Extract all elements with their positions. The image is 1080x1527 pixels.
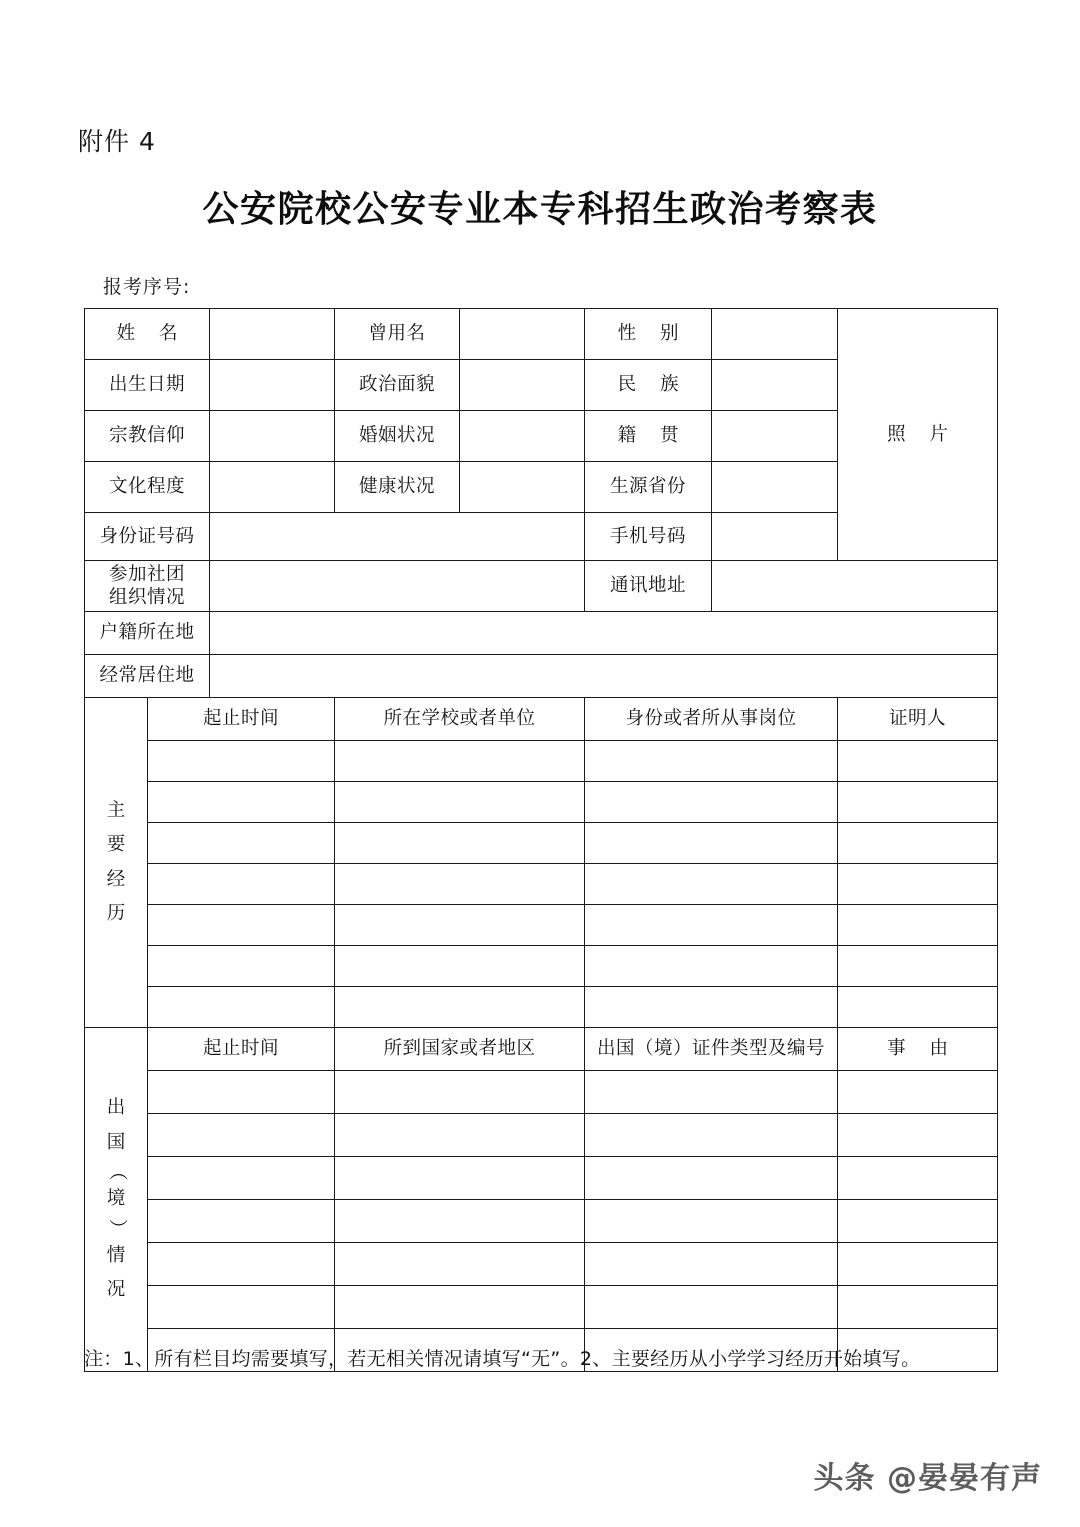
abroad-experience-cell-period[interactable] bbox=[148, 1114, 335, 1157]
table-row bbox=[85, 1157, 998, 1200]
abroad-experience-char-1: 国 bbox=[106, 1131, 126, 1153]
abroad-experience-char-0: 出 bbox=[106, 1097, 126, 1119]
abroad-experience-cell-country[interactable] bbox=[335, 1157, 585, 1200]
field-label-ethnicity: 民 族 bbox=[585, 360, 712, 411]
table-row bbox=[85, 698, 998, 741]
abroad-experience-cell-reason[interactable] bbox=[838, 1157, 998, 1200]
column-header-main-witness: 证明人 bbox=[838, 698, 998, 741]
field-label-marital-status: 婚姻状况 bbox=[335, 411, 460, 462]
main-experience-cell-school[interactable] bbox=[335, 946, 585, 987]
table-row bbox=[85, 864, 998, 905]
main-experience-cell-period[interactable] bbox=[148, 987, 335, 1028]
table-row bbox=[85, 1243, 998, 1286]
abroad-experience-cell-country[interactable] bbox=[335, 1071, 585, 1114]
field-label-organizations bbox=[85, 561, 210, 612]
main-experience-char-3: 历 bbox=[106, 902, 126, 924]
column-header-abroad-period: 起止时间 bbox=[148, 1028, 335, 1071]
main-experience-cell-post[interactable] bbox=[585, 905, 838, 946]
column-header-abroad-reason: 事 由 bbox=[838, 1028, 998, 1071]
political-review-form bbox=[84, 308, 997, 1372]
photo-cell[interactable]: 照 片 bbox=[838, 309, 998, 561]
field-value-current-residence[interactable] bbox=[210, 655, 998, 698]
field-value-source-province[interactable] bbox=[712, 462, 838, 513]
field-label-mailing-address: 通讯地址 bbox=[585, 561, 712, 612]
attachment-label: 附件 4 bbox=[78, 127, 156, 156]
table-row bbox=[85, 309, 998, 360]
main-experience-char-0: 主 bbox=[106, 800, 126, 822]
main-experience-cell-school[interactable] bbox=[335, 782, 585, 823]
field-label-name: 姓 名 bbox=[85, 309, 210, 360]
table-row bbox=[85, 946, 998, 987]
abroad-experience-cell-country[interactable] bbox=[335, 1200, 585, 1243]
column-header-main-identity-post: 身份或者所从事岗位 bbox=[585, 698, 838, 741]
table-row bbox=[85, 741, 998, 782]
abroad-experience-char-2: （ bbox=[106, 1161, 128, 1181]
abroad-experience-cell-reason[interactable] bbox=[838, 1071, 998, 1114]
field-value-id-number[interactable] bbox=[210, 513, 585, 561]
abroad-experience-vertical-text bbox=[85, 1091, 147, 1307]
abroad-experience-cell-reason[interactable] bbox=[838, 1200, 998, 1243]
field-label-former-name: 曾用名 bbox=[335, 309, 460, 360]
abroad-experience-char-5: 情 bbox=[106, 1245, 126, 1267]
main-experience-cell-period[interactable] bbox=[148, 946, 335, 987]
organizations-label-line1: 参加社团 bbox=[109, 563, 186, 585]
field-value-mobile-number[interactable] bbox=[712, 513, 838, 561]
abroad-experience-cell-reason[interactable] bbox=[838, 1286, 998, 1329]
table-row bbox=[85, 823, 998, 864]
main-experience-cell-post[interactable] bbox=[585, 864, 838, 905]
main-experience-cell-post[interactable] bbox=[585, 946, 838, 987]
main-experience-char-2: 经 bbox=[106, 868, 126, 890]
table-row bbox=[85, 1200, 998, 1243]
field-value-name[interactable] bbox=[210, 309, 335, 360]
field-label-gender: 性 别 bbox=[585, 309, 712, 360]
field-label-current-residence: 经常居住地 bbox=[85, 655, 210, 698]
field-label-household-registration: 户籍所在地 bbox=[85, 612, 210, 655]
abroad-experience-cell-period[interactable] bbox=[148, 1200, 335, 1243]
abroad-experience-char-6: 况 bbox=[106, 1279, 126, 1301]
field-value-health[interactable] bbox=[460, 462, 585, 513]
main-experience-cell-school[interactable] bbox=[335, 823, 585, 864]
abroad-experience-char-4: ） bbox=[106, 1218, 128, 1238]
main-experience-cell-witness[interactable] bbox=[838, 987, 998, 1028]
field-value-birth-date[interactable] bbox=[210, 360, 335, 411]
watermark: 头条 @晏晏有声 bbox=[813, 1461, 1042, 1496]
field-label-political-status: 政治面貌 bbox=[335, 360, 460, 411]
table-row bbox=[85, 561, 998, 612]
abroad-experience-cell-country[interactable] bbox=[335, 1243, 585, 1286]
field-label-education: 文化程度 bbox=[85, 462, 210, 513]
main-experience-cell-school[interactable] bbox=[335, 905, 585, 946]
table-row bbox=[85, 1114, 998, 1157]
main-experience-cell-school[interactable] bbox=[335, 987, 585, 1028]
main-experience-cell-period[interactable] bbox=[148, 823, 335, 864]
main-experience-cell-school[interactable] bbox=[335, 741, 585, 782]
main-experience-cell-period[interactable] bbox=[148, 741, 335, 782]
main-experience-cell-witness[interactable] bbox=[838, 905, 998, 946]
table-row bbox=[85, 1028, 998, 1071]
abroad-experience-cell-period[interactable] bbox=[148, 1286, 335, 1329]
main-experience-vertical-text bbox=[85, 794, 147, 931]
table-row bbox=[85, 1071, 998, 1114]
application-serial-label: 报考序号: bbox=[103, 276, 191, 298]
main-experience-cell-period[interactable] bbox=[148, 905, 335, 946]
column-header-abroad-document: 出国（境）证件类型及编号 bbox=[585, 1028, 838, 1071]
section-label-abroad-experience bbox=[85, 1028, 148, 1372]
field-label-native-place: 籍 贯 bbox=[585, 411, 712, 462]
main-experience-cell-post[interactable] bbox=[585, 823, 838, 864]
table-row bbox=[85, 612, 998, 655]
main-experience-cell-witness[interactable] bbox=[838, 782, 998, 823]
main-experience-cell-period[interactable] bbox=[148, 782, 335, 823]
field-value-gender[interactable] bbox=[712, 309, 838, 360]
field-value-native-place[interactable] bbox=[712, 411, 838, 462]
abroad-experience-cell-period[interactable] bbox=[148, 1071, 335, 1114]
field-value-organizations[interactable] bbox=[210, 561, 585, 612]
field-value-mailing-address[interactable] bbox=[712, 561, 998, 612]
main-experience-cell-witness[interactable] bbox=[838, 823, 998, 864]
main-experience-cell-witness[interactable] bbox=[838, 946, 998, 987]
abroad-experience-cell-country[interactable] bbox=[335, 1114, 585, 1157]
table-row bbox=[85, 1286, 998, 1329]
main-experience-cell-period[interactable] bbox=[148, 864, 335, 905]
abroad-experience-cell-document[interactable] bbox=[585, 1243, 838, 1286]
table-row bbox=[85, 905, 998, 946]
table-row bbox=[85, 782, 998, 823]
main-experience-cell-witness[interactable] bbox=[838, 741, 998, 782]
field-label-id-number: 身份证号码 bbox=[85, 513, 210, 561]
abroad-experience-cell-period[interactable] bbox=[148, 1243, 335, 1286]
field-value-household-registration[interactable] bbox=[210, 612, 998, 655]
field-label-religion: 宗教信仰 bbox=[85, 411, 210, 462]
field-label-health: 健康状况 bbox=[335, 462, 460, 513]
column-header-main-period: 起止时间 bbox=[148, 698, 335, 741]
abroad-experience-cell-period[interactable] bbox=[148, 1157, 335, 1200]
abroad-experience-cell-country[interactable] bbox=[335, 1286, 585, 1329]
table-row bbox=[85, 987, 998, 1028]
abroad-experience-cell-document[interactable] bbox=[585, 1114, 838, 1157]
main-experience-cell-post[interactable] bbox=[585, 987, 838, 1028]
field-label-mobile-number: 手机号码 bbox=[585, 513, 712, 561]
form-table bbox=[84, 308, 998, 1372]
column-header-main-school-unit: 所在学校或者单位 bbox=[335, 698, 585, 741]
form-footnote: 注：1、所有栏目均需要填写，若无相关情况请填写“无”。2、主要经历从小学学习经历开始填写。 bbox=[84, 1348, 921, 1370]
field-value-education[interactable] bbox=[210, 462, 335, 513]
main-experience-cell-post[interactable] bbox=[585, 782, 838, 823]
table-row bbox=[85, 655, 998, 698]
field-value-religion[interactable] bbox=[210, 411, 335, 462]
field-value-marital-status[interactable] bbox=[460, 411, 585, 462]
abroad-experience-char-3: 境 bbox=[106, 1188, 126, 1210]
abroad-experience-cell-document[interactable] bbox=[585, 1286, 838, 1329]
abroad-experience-cell-document[interactable] bbox=[585, 1157, 838, 1200]
abroad-experience-cell-document[interactable] bbox=[585, 1071, 838, 1114]
main-experience-cell-witness[interactable] bbox=[838, 864, 998, 905]
abroad-experience-cell-reason[interactable] bbox=[838, 1243, 998, 1286]
main-experience-cell-school[interactable] bbox=[335, 864, 585, 905]
column-header-abroad-country: 所到国家或者地区 bbox=[335, 1028, 585, 1071]
field-value-ethnicity[interactable] bbox=[712, 360, 838, 411]
page-title: 公安院校公安专业本专科招生政治考察表 bbox=[202, 188, 878, 230]
field-label-source-province: 生源省份 bbox=[585, 462, 712, 513]
main-experience-cell-post[interactable] bbox=[585, 741, 838, 782]
field-value-political-status[interactable] bbox=[460, 360, 585, 411]
abroad-experience-cell-reason[interactable] bbox=[838, 1114, 998, 1157]
section-label-main-experience bbox=[85, 698, 148, 1028]
abroad-experience-cell-document[interactable] bbox=[585, 1200, 838, 1243]
main-experience-char-1: 要 bbox=[106, 834, 126, 856]
field-label-birth-date: 出生日期 bbox=[85, 360, 210, 411]
organizations-label-line2: 组织情况 bbox=[109, 587, 186, 608]
field-value-former-name[interactable] bbox=[460, 309, 585, 360]
